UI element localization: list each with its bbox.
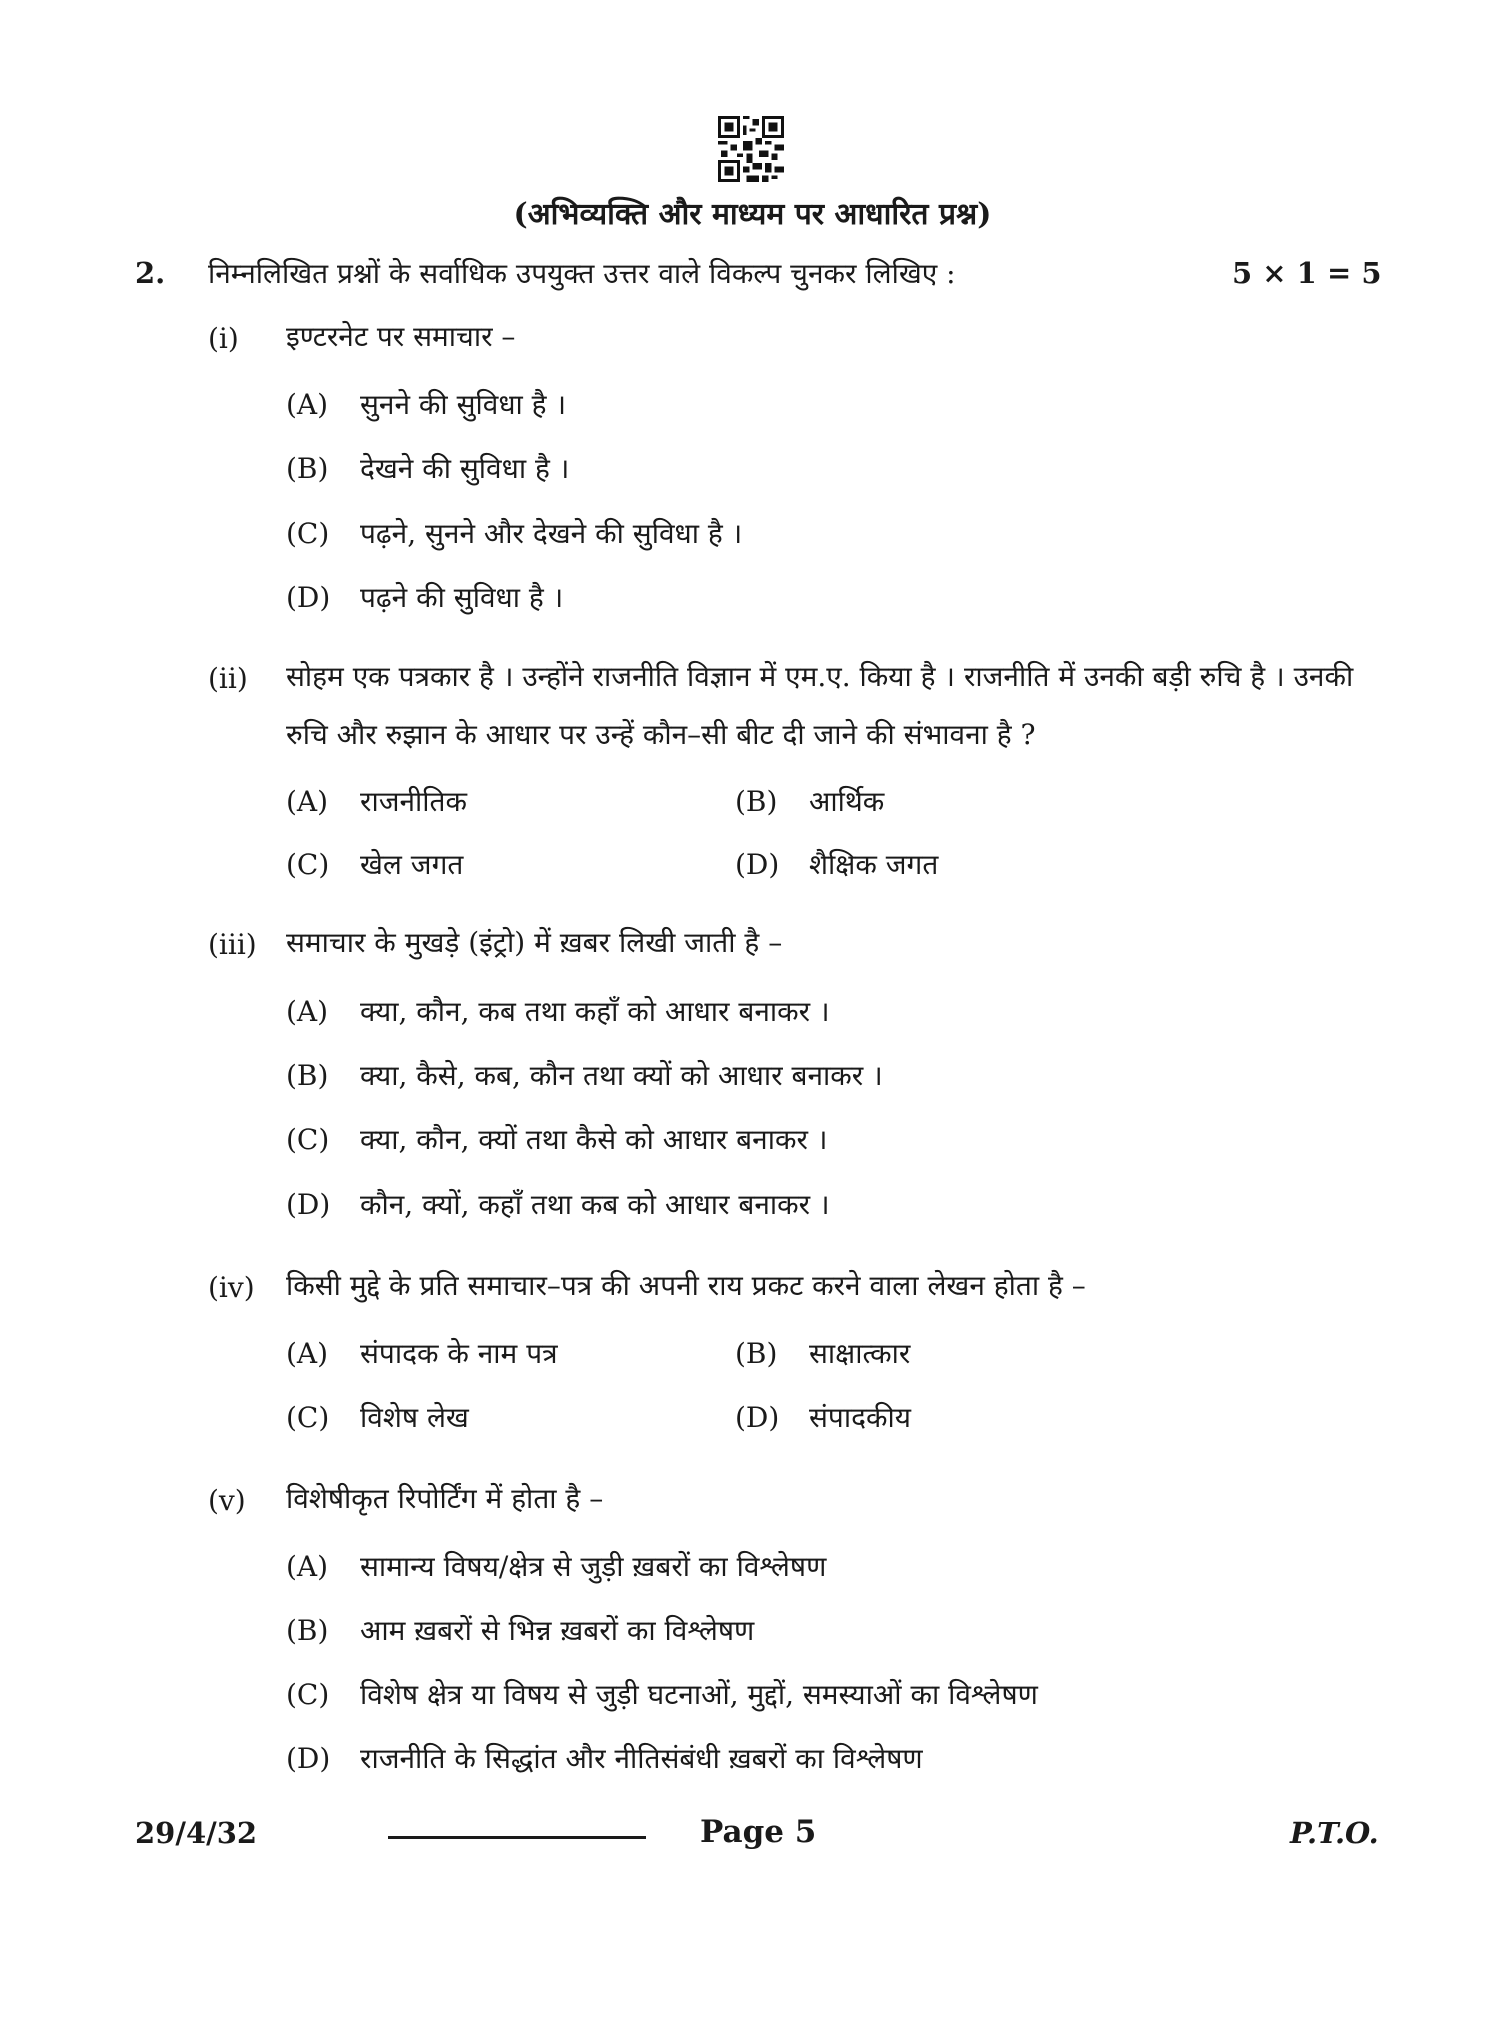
subquestion-text: इण्टरनेट पर समाचार – bbox=[286, 320, 516, 353]
option-text: क्या, कैसे, कब, कौन तथा क्यों को आधार बनाकर । bbox=[360, 1059, 883, 1092]
option-item bbox=[286, 578, 563, 616]
question-marks: 5 × 1 = 5 bbox=[1232, 256, 1382, 290]
option-letter: (D) bbox=[286, 1188, 331, 1221]
subquestion-text: सोहम एक पत्रकार है । उन्होंने राजनीति विज्ञान में एम.ए. किया है । राजनीति में उनकी बड़ी रुचि है । उनकी रुचि और रुझान के आधार पर उन्हें कौन–सी बीट दी जाने की संभावना है ? bbox=[286, 660, 1354, 751]
option-text: सुनने की सुविधा है । bbox=[360, 388, 567, 421]
option-item bbox=[286, 1547, 826, 1585]
option-letter: (D) bbox=[735, 1401, 780, 1434]
option-letter: (D) bbox=[286, 1742, 331, 1775]
option-text: सामान्य विषय/क्षेत्र से जुड़ी ख़बरों का विश्लेषण bbox=[360, 1550, 827, 1583]
option-letter: (C) bbox=[286, 1123, 330, 1156]
option-item bbox=[286, 845, 463, 883]
option-text: साक्षात्कार bbox=[809, 1337, 911, 1370]
option-item bbox=[286, 385, 566, 423]
subquestion-text: समाचार के मुखड़े (इंट्रो) में ख़बर लिखी जाती है – bbox=[286, 926, 783, 959]
option-letter: (A) bbox=[286, 1550, 329, 1583]
option-text: आर्थिक bbox=[809, 785, 885, 818]
subquestion-number: (i) bbox=[208, 322, 239, 355]
option-item bbox=[286, 1056, 883, 1094]
option-letter: (D) bbox=[735, 848, 780, 881]
option-item bbox=[286, 1398, 469, 1436]
option-letter: (A) bbox=[286, 1337, 329, 1370]
option-item bbox=[286, 1739, 923, 1777]
option-letter: (A) bbox=[286, 388, 329, 421]
page-number: Page 5 bbox=[700, 1814, 817, 1850]
option-text: क्या, कौन, क्यों तथा कैसे को आधार बनाकर । bbox=[360, 1123, 828, 1156]
option-text: संपादक के नाम पत्र bbox=[360, 1337, 558, 1370]
option-letter: (C) bbox=[286, 1678, 330, 1711]
option-text: राजनीति के सिद्धांत और नीतिसंबंधी ख़बरों का विश्लेषण bbox=[360, 1742, 923, 1775]
option-item bbox=[735, 782, 884, 820]
option-text: क्या, कौन, कब तथा कहाँ को आधार बनाकर । bbox=[360, 995, 830, 1028]
paper-code: 29/4/32 bbox=[135, 1816, 258, 1850]
section-heading: (अभिव्यक्ति और माध्यम पर आधारित प्रश्न) bbox=[513, 197, 992, 232]
option-letter: (B) bbox=[735, 1337, 778, 1370]
option-text: संपादकीय bbox=[809, 1401, 911, 1434]
question-instruction: निम्नलिखित प्रश्नों के सर्वाधिक उपयुक्त उत्तर वाले विकल्प चुनकर लिखिए : bbox=[208, 257, 956, 290]
option-letter: (A) bbox=[286, 995, 329, 1028]
option-letter: (B) bbox=[286, 1614, 329, 1647]
question-number: 2. bbox=[135, 256, 166, 290]
option-text: विशेष क्षेत्र या विषय से जुड़ी घटनाओं, मुद्दों, समस्याओं का विश्लेषण bbox=[360, 1678, 1038, 1711]
option-letter: (C) bbox=[286, 1401, 330, 1434]
qr-code-icon bbox=[718, 116, 784, 182]
option-text: आम ख़बरों से भिन्न ख़बरों का विश्लेषण bbox=[360, 1614, 755, 1647]
option-text: विशेष लेख bbox=[360, 1401, 469, 1434]
subquestion-number: (iv) bbox=[208, 1271, 255, 1304]
option-letter: (B) bbox=[286, 1059, 329, 1092]
subquestion-text: विशेषीकृत रिपोर्टिंग में होता है – bbox=[286, 1482, 604, 1515]
option-letter: (C) bbox=[286, 848, 330, 881]
subquestion-text: किसी मुद्दे के प्रति समाचार–पत्र की अपनी राय प्रकट करने वाला लेखन होता है – bbox=[286, 1269, 1086, 1302]
option-item bbox=[735, 1334, 910, 1372]
option-item bbox=[286, 782, 467, 820]
option-text: पढ़ने की सुविधा है । bbox=[360, 581, 564, 614]
option-item bbox=[286, 449, 569, 487]
option-text: देखने की सुविधा है । bbox=[360, 452, 570, 485]
option-item bbox=[286, 1120, 827, 1158]
option-letter: (B) bbox=[735, 785, 778, 818]
option-text: शैक्षिक जगत bbox=[809, 848, 939, 881]
option-item bbox=[286, 992, 830, 1030]
option-item bbox=[735, 845, 938, 883]
option-letter: (A) bbox=[286, 785, 329, 818]
option-item bbox=[286, 1675, 1038, 1713]
subquestion-number: (iii) bbox=[208, 928, 257, 961]
option-item bbox=[735, 1398, 911, 1436]
option-letter: (D) bbox=[286, 581, 331, 614]
option-item bbox=[286, 1334, 558, 1372]
option-item bbox=[286, 1611, 754, 1649]
footer-divider bbox=[388, 1836, 646, 1839]
subquestion-number: (ii) bbox=[208, 662, 248, 695]
option-letter: (B) bbox=[286, 452, 329, 485]
option-item bbox=[286, 1185, 830, 1223]
option-text: राजनीतिक bbox=[360, 785, 467, 818]
option-text: खेल जगत bbox=[360, 848, 464, 881]
please-turn-over: P.T.O. bbox=[1290, 1816, 1379, 1850]
option-text: पढ़ने, सुनने और देखने की सुविधा है । bbox=[360, 517, 743, 550]
option-text: कौन, क्यों, कहाँ तथा कब को आधार बनाकर । bbox=[360, 1188, 830, 1221]
option-item bbox=[286, 514, 742, 552]
option-letter: (C) bbox=[286, 517, 330, 550]
subquestion-number: (v) bbox=[208, 1484, 246, 1517]
